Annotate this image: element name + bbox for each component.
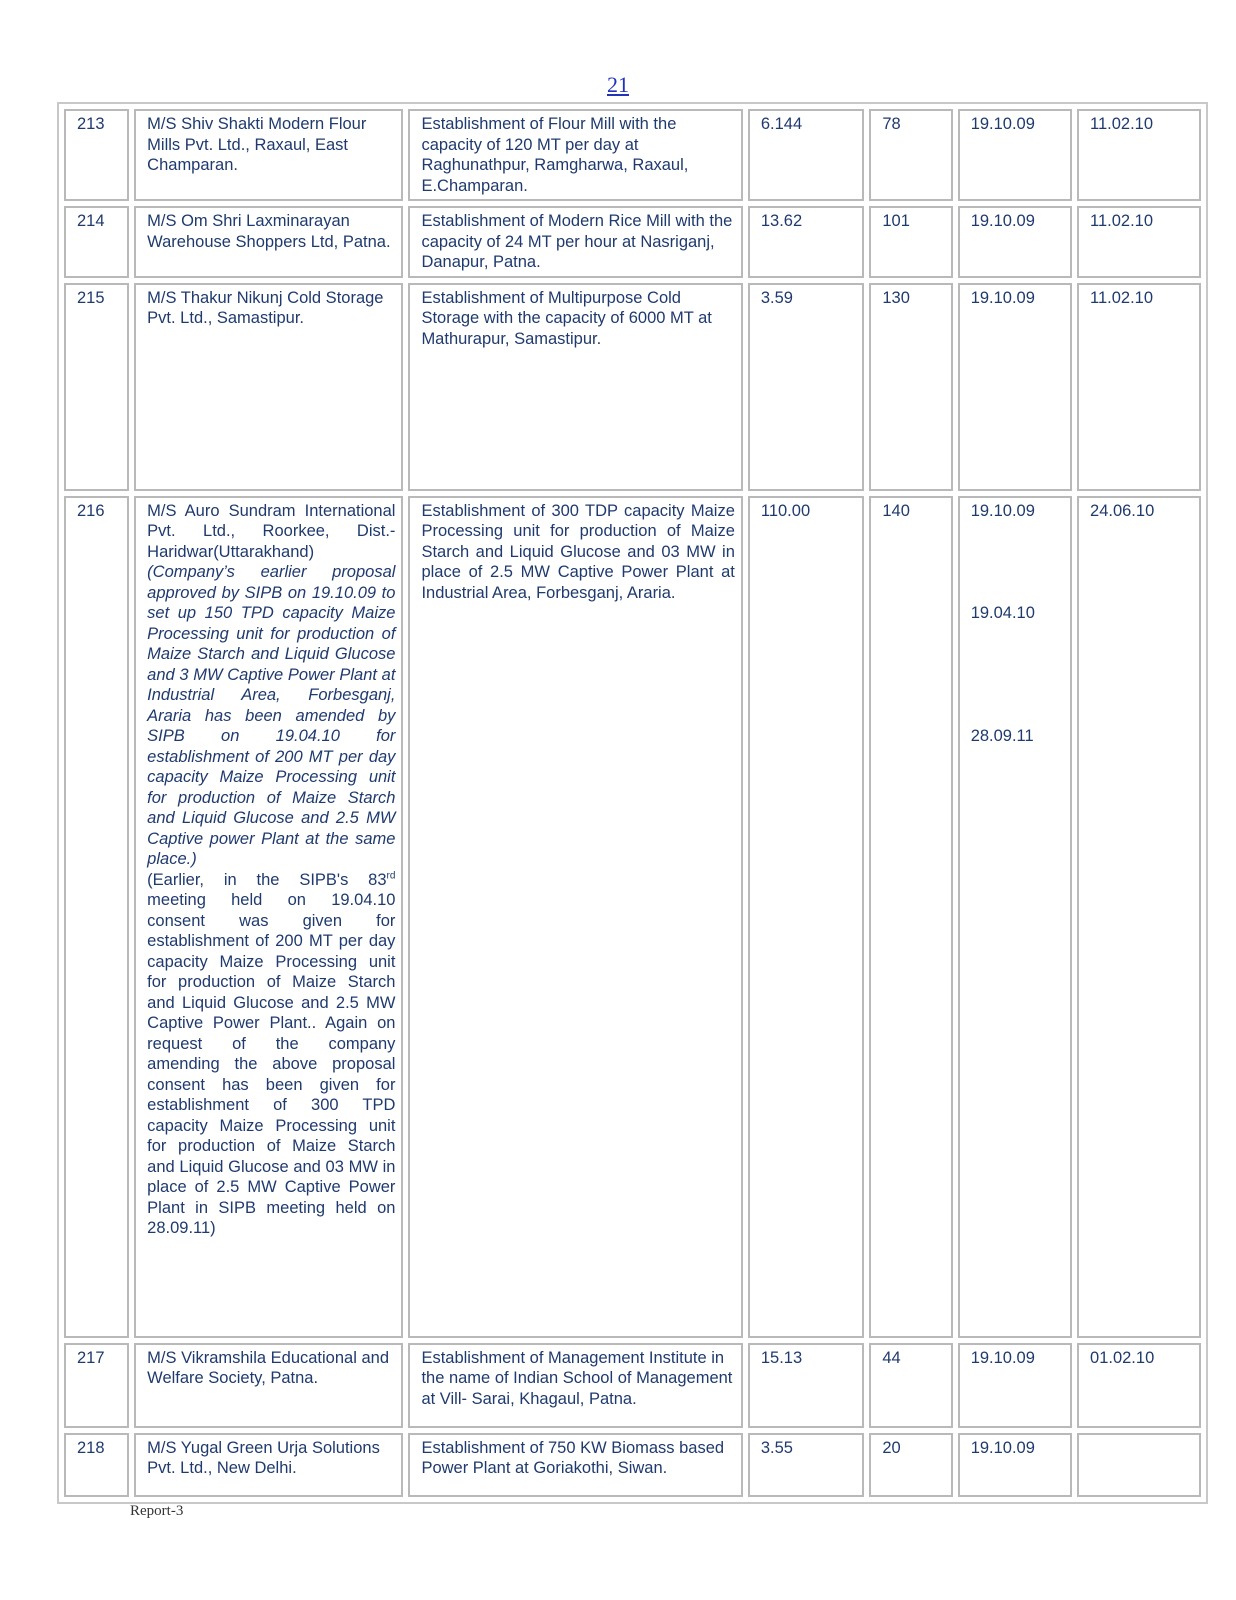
investment-cell: 3.55 xyxy=(748,1433,864,1497)
other-date-cell: 11.02.10 xyxy=(1077,283,1201,491)
other-date-cell xyxy=(1077,1433,1201,1497)
purpose-cell: Establishment of Modern Rice Mill with the capacity of 24 MT per hour at Nasriganj, Danapur, Patna. xyxy=(408,206,742,278)
sl-cell: 215 xyxy=(64,283,129,491)
employment-cell: 44 xyxy=(869,1343,952,1428)
purpose-cell: Establishment of 300 TDP capacity Maize Processing unit for production of Maize Starch and Liquid Glucose and 03 MW in place of 2.5 MW Captive Power Plant at Industrial Area, Forbesganj, Araria. xyxy=(408,496,742,1338)
sipb-date-cell: 19.10.09 xyxy=(958,206,1072,278)
table-row xyxy=(64,206,1201,278)
sipb-date: 19.10.09 xyxy=(970,501,1035,520)
sl-cell: 218 xyxy=(64,1433,129,1497)
sipb-date: 28.09.11 xyxy=(970,726,1034,745)
employment-cell: 130 xyxy=(869,283,952,491)
company-note-italic: (Company’s earlier proposal approved by SIPB on 19.10.09 to set up 150 TPD capacity Maize Processing unit for production of Maize Starch and Liquid Glucose and 3 MW Captive Power Plant at Industrial Area, Forbesganj, Araria has been amended by SIPB on 19.04.10 for establishment of 200 MT per day capacity Maize Processing unit for production of Maize Starch and Liquid Glucose and 2.5 MW Captive power Plant at the same place.) xyxy=(147,563,396,868)
company-cell: M/S Vikramshila Educational and Welfare Society, Patna. xyxy=(134,1343,403,1428)
other-date-cell: 01.02.10 xyxy=(1077,1343,1201,1428)
purpose-cell: Establishment of 750 KW Biomass based Power Plant at Goriakothi, Siwan. xyxy=(408,1433,742,1497)
page-number: 21 xyxy=(607,72,629,97)
employment-cell: 101 xyxy=(869,206,952,278)
company-note xyxy=(147,870,395,1239)
other-date-cell: 24.06.10 xyxy=(1077,496,1201,1338)
sipb-date-cell: 19.10.09 xyxy=(958,283,1072,491)
sipb-date-cell: 19.10.09 xyxy=(958,1343,1072,1428)
table-row xyxy=(64,1433,1201,1497)
investment-cell: 3.59 xyxy=(748,283,864,491)
table-row xyxy=(64,109,1201,201)
investment-cell: 110.00 xyxy=(748,496,864,1338)
company-name: M/S Auro Sundram International Pvt. Ltd., Roorkee, Dist.-Haridwar(Uttarakhand) xyxy=(147,501,396,561)
other-date-cell: 11.02.10 xyxy=(1077,206,1201,278)
company-cell xyxy=(134,496,403,1338)
sl-cell: 217 xyxy=(64,1343,129,1428)
sipb-date-cell xyxy=(958,496,1072,1338)
employment-cell: 20 xyxy=(869,1433,952,1497)
sipb-date-cell: 19.10.09 xyxy=(958,109,1072,201)
table-row xyxy=(64,283,1201,491)
investment-cell: 6.144 xyxy=(748,109,864,201)
footer-label: Report-3 xyxy=(130,1503,184,1519)
purpose-cell: Establishment of Multipurpose Cold Storage with the capacity of 6000 MT at Mathurapur, Samastipur. xyxy=(408,283,742,491)
table-row xyxy=(64,1343,1201,1428)
company-cell: M/S Om Shri Laxminarayan Warehouse Shoppers Ltd, Patna. xyxy=(134,206,403,278)
investment-cell: 13.62 xyxy=(748,206,864,278)
employment-cell: 78 xyxy=(869,109,952,201)
company-note-start: (Earlier, in the SIPB's 83 xyxy=(147,870,387,889)
company-note-rest: meeting held on 19.04.10 consent was given for establishment of 200 MT per day capacity Maize Processing unit for production of Maize Starch and Liquid Glucose and 2.5 MW Captive Power Plant.. Again on request of the company amending the above proposal consent has been given for establishment of 300 TPD capacity Maize Processing unit for production of Maize Starch and Liquid Glucose and 03 MW in place of 2.5 MW Captive Power Plant in SIPB meeting held on 28.09.11) xyxy=(147,891,396,1237)
purpose-cell: Establishment of Management Institute in the name of Indian School of Management at Vill- Sarai, Khagaul, Patna. xyxy=(408,1343,742,1428)
ordinal-suffix: rd xyxy=(386,870,396,881)
projects-table xyxy=(57,102,1208,1504)
sl-cell: 213 xyxy=(64,109,129,201)
table-row xyxy=(64,496,1201,1338)
company-cell: M/S Thakur Nikunj Cold Storage Pvt. Ltd., Samastipur. xyxy=(134,283,403,491)
sipb-date-cell: 19.10.09 xyxy=(958,1433,1072,1497)
sl-cell: 214 xyxy=(64,206,129,278)
other-date-cell: 11.02.10 xyxy=(1077,109,1201,201)
investment-cell: 15.13 xyxy=(748,1343,864,1428)
employment-cell: 140 xyxy=(869,496,952,1338)
company-cell: M/S Shiv Shakti Modern Flour Mills Pvt. Ltd., Raxaul, East Champaran. xyxy=(134,109,403,201)
sipb-date: 19.04.10 xyxy=(970,604,1035,622)
sl-cell: 216 xyxy=(64,496,129,1338)
purpose-cell: Establishment of Flour Mill with the capacity of 120 MT per day at Raghunathpur, Ramgharwa, Raxaul, E.Champaran. xyxy=(408,109,742,201)
company-cell: M/S Yugal Green Urja Solutions Pvt. Ltd., New Delhi. xyxy=(134,1433,403,1497)
